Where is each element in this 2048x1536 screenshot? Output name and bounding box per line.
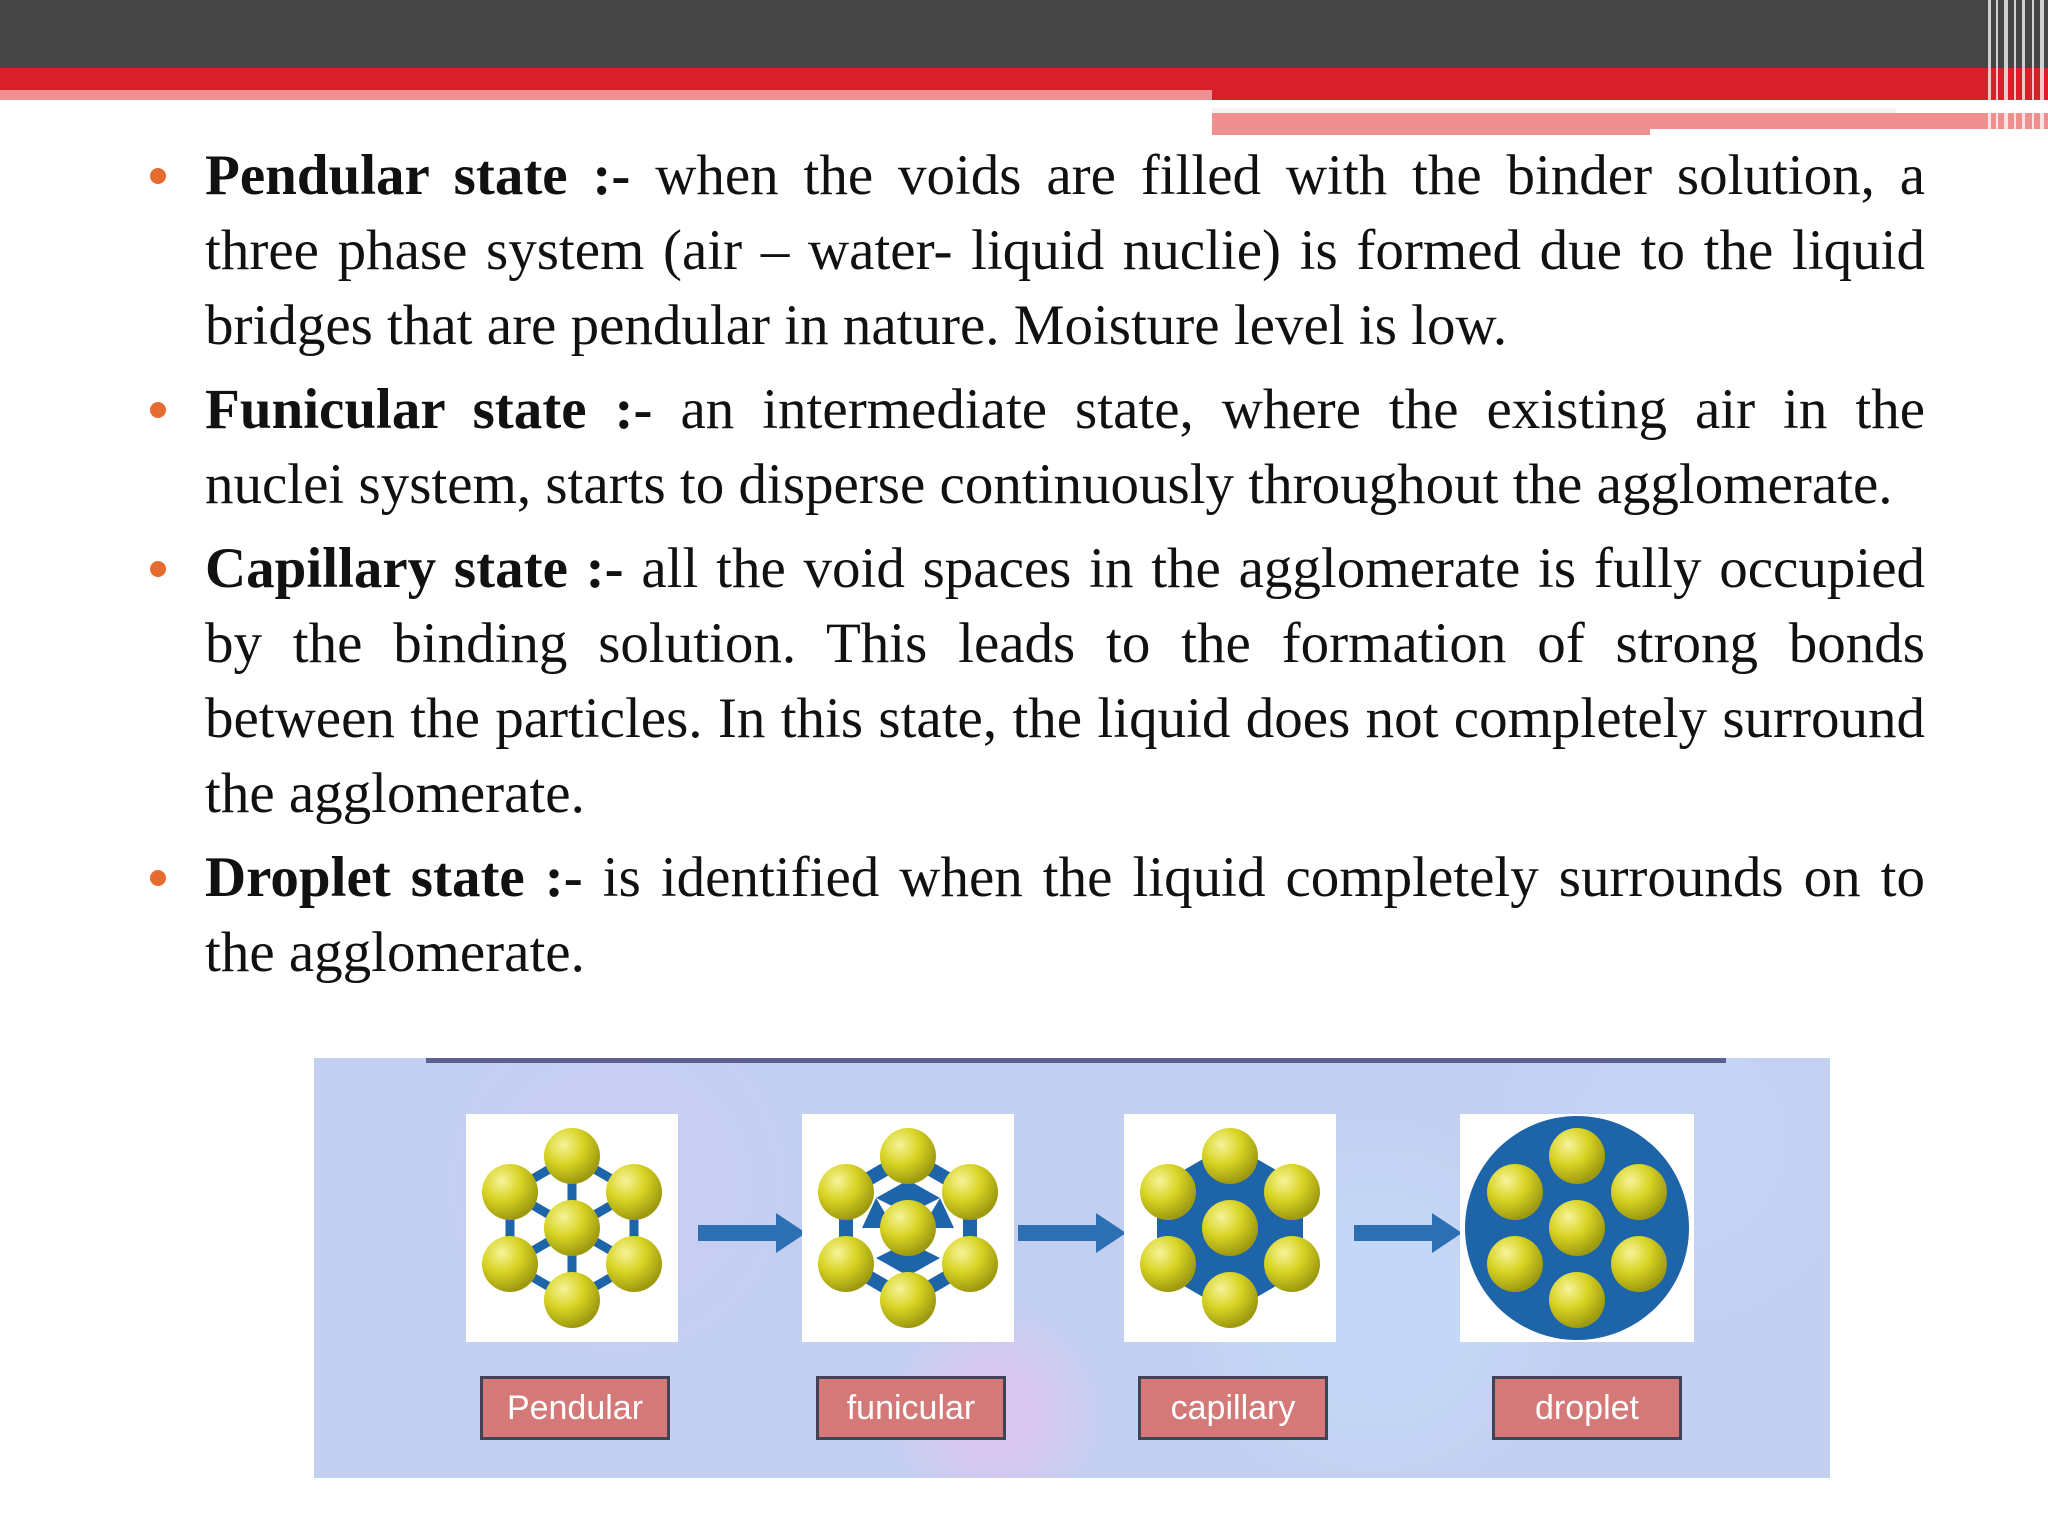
label-capillary: capillary — [1138, 1376, 1328, 1440]
funicular-agglomerate-illustration — [802, 1114, 1014, 1342]
arrow-right-icon — [1354, 1213, 1464, 1253]
label-droplet: droplet — [1492, 1376, 1682, 1440]
bullet-text: an intermediate state, where the existing air in the nuclei system, starts to disperse continuously throughout the agglomerate. — [205, 378, 1925, 516]
droplet-agglomerate-illustration — [1460, 1114, 1694, 1342]
figure-top-line — [426, 1058, 1726, 1063]
header-bar-dark — [0, 0, 2048, 68]
header-edge-stripes — [1984, 0, 2048, 140]
capillary-diagram — [1124, 1114, 1336, 1342]
bullet-term: Capillary state :- — [205, 537, 624, 600]
bullet-text: is identified when the liquid completely surrounds on to the agglomerate. — [205, 846, 1925, 984]
bullet-droplet — [150, 840, 1925, 990]
bullet-capillary — [150, 531, 1925, 831]
bullet-term: Droplet state :- — [205, 846, 583, 909]
bullet-pendular — [150, 138, 1925, 363]
bullet-funicular — [150, 372, 1925, 522]
bullet-dot — [150, 168, 166, 184]
pendular-diagram — [466, 1114, 678, 1342]
bullet-term: Funicular state :- — [205, 378, 653, 441]
label-pendular: Pendular — [480, 1376, 670, 1440]
pendular-agglomerate-illustration — [466, 1114, 678, 1342]
header-bar-pink-left — [0, 90, 1212, 100]
droplet-diagram — [1460, 1114, 1694, 1342]
label-funicular: funicular — [816, 1376, 1006, 1440]
bullet-term: Pendular state :- — [205, 144, 631, 207]
bullet-dot — [150, 870, 166, 886]
bullet-text: when the voids are filled with the binder solution, a three phase system (air – water- liquid nuclie) is formed due to the liquid bridges that are pendular in nature. Moisture level is low. — [205, 144, 1925, 357]
header-bar-red-right — [1212, 90, 2048, 100]
agglomerate-states-figure — [314, 1058, 1830, 1478]
bullet-dot — [150, 561, 166, 577]
arrow-right-icon — [698, 1213, 808, 1253]
capillary-agglomerate-illustration — [1124, 1114, 1336, 1342]
bullet-text: all the void spaces in the agglomerate is fully occupied by the binding solution. This leads to the formation of strong bonds between the particles. In this state, the liquid does not completely surround the agglomerate. — [205, 537, 1925, 825]
funicular-diagram — [802, 1114, 1014, 1342]
header-bar-red — [0, 68, 2048, 90]
bullet-dot — [150, 402, 166, 418]
arrow-right-icon — [1018, 1213, 1128, 1253]
bullet-list — [150, 138, 1925, 999]
